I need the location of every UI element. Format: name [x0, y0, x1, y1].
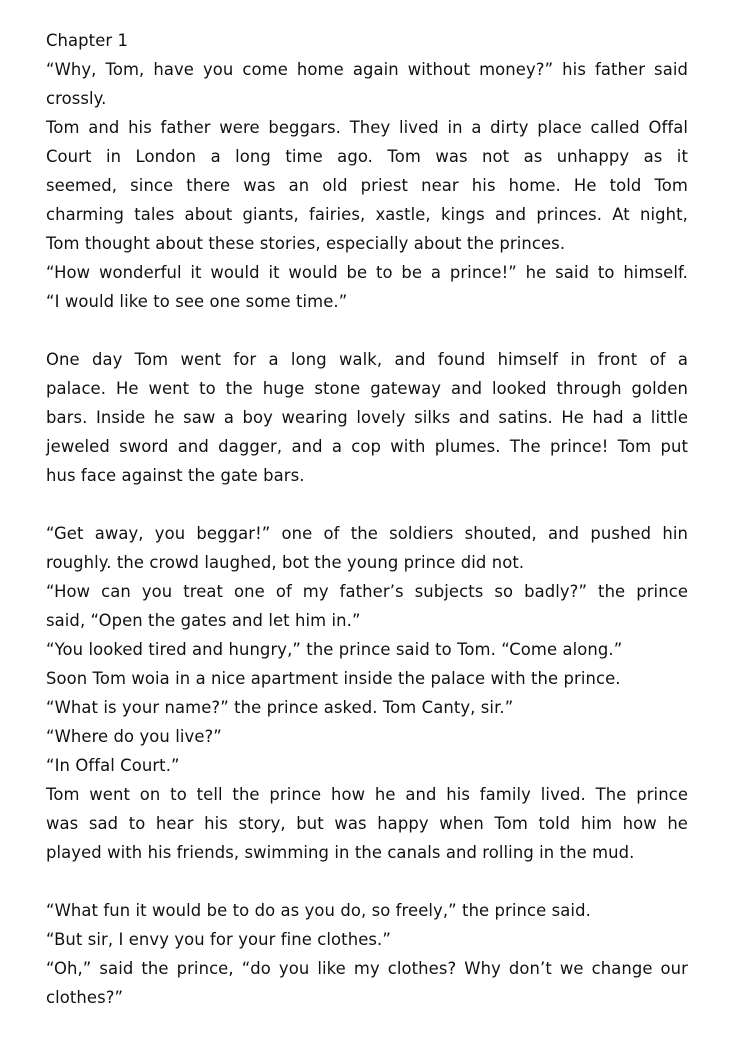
document-page — [46, 26, 688, 1012]
paragraph — [46, 113, 688, 258]
text-line: “But sir, I envy you for your fine clothes.” — [46, 930, 391, 949]
text-line: palace. He went to the huge stone gateway and looked through golden — [46, 379, 688, 398]
text-line: “You looked tired and hungry,” the prince said to Tom. “Come along.” — [46, 640, 623, 659]
paragraph — [46, 954, 688, 1012]
text-line: Soon Tom woia in a nice apartment inside the palace with the prince. — [46, 669, 621, 688]
paragraph — [46, 722, 688, 751]
text-line: “In Offal Court.” — [46, 756, 180, 775]
paragraph — [46, 751, 688, 780]
text-line: roughly. the crowd laughed, bot the young prince did not. — [46, 553, 525, 572]
text-line: seemed, since there was an old priest near his home. He told Tom — [46, 176, 688, 195]
text-line: “Get away, you beggar!” one of the soldiers shouted, and pushed hin — [46, 524, 688, 543]
text-line: “How wonderful it would it would be to be a prince!” he said to himself. — [46, 263, 688, 282]
paragraph-spacer — [46, 490, 688, 519]
text-line: bars. Inside he saw a boy wearing lovely silks and satins. He had a little — [46, 408, 688, 427]
text-line: “Oh,” said the prince, “do you like my clothes? Why don’t we change our — [46, 959, 688, 978]
text-line: “What is your name?” the prince asked. Tom Canty, sir.” — [46, 698, 514, 717]
paragraph — [46, 780, 688, 867]
paragraph-spacer — [46, 316, 688, 345]
text-line: Tom and his father were beggars. They lived in a dirty place called Offal — [46, 118, 688, 137]
paragraph — [46, 635, 688, 664]
text-line: was sad to hear his story, but was happy when Tom told him how he — [46, 814, 688, 833]
text-line: jeweled sword and dagger, and a cop with plumes. The prince! Tom put — [46, 437, 688, 456]
text-line: played with his friends, swimming in the canals and rolling in the mud. — [46, 843, 635, 862]
chapter-heading: Chapter 1 — [46, 31, 129, 50]
text-line: “How can you treat one of my father’s subjects so badly?” the prince — [46, 582, 688, 601]
text-line: crossly. — [46, 89, 107, 108]
text-line: clothes?” — [46, 988, 124, 1007]
text-line: “Where do you live?” — [46, 727, 222, 746]
paragraph — [46, 55, 688, 113]
paragraph — [46, 345, 688, 490]
text-line: Tom thought about these stories, especially about the princes. — [46, 234, 566, 253]
text-line: “What fun it would be to do as you do, so freely,” the prince said. — [46, 901, 591, 920]
paragraph — [46, 519, 688, 577]
paragraph — [46, 896, 688, 925]
text-line: “Why, Tom, have you come home again without money?” his father said — [46, 60, 688, 79]
text-line: One day Tom went for a long walk, and found himself in front of a — [46, 350, 688, 369]
paragraph — [46, 693, 688, 722]
text-line: Court in London a long time ago. Tom was not as unhappy as it — [46, 147, 688, 166]
paragraph — [46, 664, 688, 693]
paragraph — [46, 577, 688, 635]
text-line: said, “Open the gates and let him in.” — [46, 611, 361, 630]
paragraph-spacer — [46, 867, 688, 896]
paragraph — [46, 258, 688, 316]
body-text — [46, 55, 688, 1012]
text-line: Tom went on to tell the prince how he and his family lived. The prince — [46, 785, 688, 804]
text-line: “I would like to see one some time.” — [46, 292, 348, 311]
text-line: hus face against the gate bars. — [46, 466, 305, 485]
paragraph — [46, 925, 688, 954]
text-line: charming tales about giants, fairies, xastle, kings and princes. At night, — [46, 205, 688, 224]
